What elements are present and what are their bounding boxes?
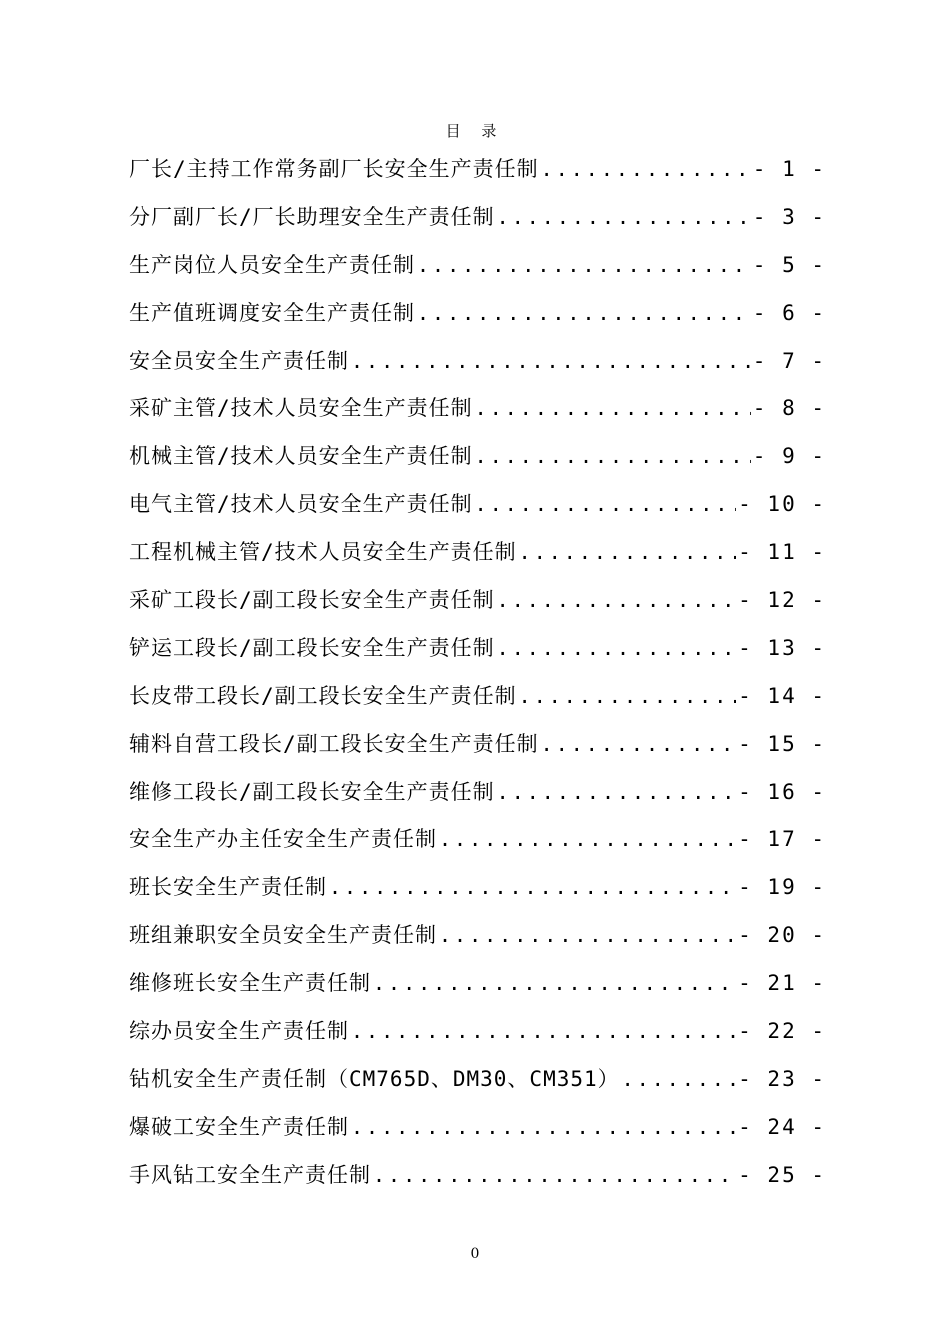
toc-entry[interactable] (129, 194, 826, 242)
toc-entry[interactable] (129, 146, 826, 194)
toc-entry[interactable] (129, 1056, 826, 1104)
toc-leader-dots (497, 625, 736, 673)
toc-entry-page: - 8 - (752, 396, 826, 421)
toc-entry-page: - 17 - (738, 827, 826, 852)
toc-entry-page: - 16 - (738, 779, 826, 804)
toc-entry-page: - 7 - (752, 348, 826, 373)
toc-leader-dots (373, 960, 736, 1008)
toc-entry-title: 维修班长安全生产责任制 (129, 971, 371, 996)
toc-entry-page: - 13 - (738, 635, 826, 660)
toc-entry-page: - 5 - (752, 252, 826, 277)
toc-entry-page: - 10 - (738, 492, 826, 517)
toc-leader-dots (519, 673, 736, 721)
toc-leader-dots (475, 433, 751, 481)
toc-entry[interactable] (129, 625, 826, 673)
toc-entry[interactable] (129, 912, 826, 960)
toc-entry-page: - 15 - (738, 731, 826, 756)
toc-entry-title: 生产岗位人员安全生产责任制 (129, 252, 415, 277)
toc-entry[interactable] (129, 673, 826, 721)
toc-entry[interactable] (129, 816, 826, 864)
toc-entry-title: 手风钻工安全生产责任制 (129, 1162, 371, 1187)
toc-leader-dots (497, 577, 736, 625)
toc-leader-dots (373, 1152, 736, 1200)
toc-entry-page: - 24 - (738, 1114, 826, 1139)
toc-leader-dots (541, 721, 736, 769)
toc-entry[interactable] (129, 960, 826, 1008)
toc-entry-title: 维修工段长/副工段长安全生产责任制 (129, 779, 495, 804)
toc-entry-page: - 25 - (738, 1162, 826, 1187)
toc-leader-dots (439, 816, 736, 864)
toc-entry-title: 钻机安全生产责任制（CM765D、DM30、CM351） (129, 1066, 620, 1091)
page-number: 0 (470, 1246, 480, 1262)
toc-leader-dots (351, 1104, 736, 1152)
toc-entry-title: 辅料自营工段长/副工段长安全生产责任制 (129, 731, 539, 756)
toc-entry-title: 安全生产办主任安全生产责任制 (129, 827, 437, 852)
toc-entry[interactable] (129, 864, 826, 912)
toc-entry-page: - 23 - (738, 1066, 826, 1091)
toc-entry-page: - 19 - (738, 875, 826, 900)
toc-entry-title: 采矿工段长/副工段长安全生产责任制 (129, 588, 495, 613)
toc-entry[interactable] (129, 433, 826, 481)
toc-entry-title: 厂长/主持工作常务副厂长安全生产责任制 (129, 157, 539, 181)
toc-entry-page: - 6 - (752, 300, 826, 325)
toc-entry[interactable] (129, 1008, 826, 1056)
toc-entry-title: 安全员安全生产责任制 (129, 348, 349, 373)
toc-leader-dots (351, 338, 751, 386)
toc-entry-title: 电气主管/技术人员安全生产责任制 (129, 492, 473, 517)
toc-leader-dots (497, 769, 736, 817)
toc-entry[interactable] (129, 721, 826, 769)
toc-leader-dots (497, 194, 751, 242)
table-of-contents (129, 146, 826, 1200)
toc-entry-title: 工程机械主管/技术人员安全生产责任制 (129, 540, 517, 565)
toc-entry[interactable] (129, 481, 826, 529)
toc-entry[interactable] (129, 338, 826, 386)
toc-leader-dots (351, 1008, 736, 1056)
toc-entry[interactable] (129, 529, 826, 577)
toc-entry-title: 综办员安全生产责任制 (129, 1019, 349, 1044)
toc-entry-page: - 14 - (738, 683, 826, 708)
toc-entry-page: - 11 - (738, 540, 826, 565)
toc-entry[interactable] (129, 242, 826, 290)
toc-entry-title: 长皮带工段长/副工段长安全生产责任制 (129, 683, 517, 708)
toc-entry[interactable] (129, 1104, 826, 1152)
toc-entry-page: - 3 - (752, 204, 826, 229)
toc-leader-dots (417, 242, 751, 290)
toc-entry-title: 爆破工安全生产责任制 (129, 1114, 349, 1139)
toc-leader-dots (475, 481, 736, 529)
toc-entry-page: - 20 - (738, 923, 826, 948)
toc-entry-title: 铲运工段长/副工段长安全生产责任制 (129, 635, 495, 660)
toc-entry-page: - 21 - (738, 971, 826, 996)
toc-leader-dots (519, 529, 736, 577)
toc-leader-dots (475, 385, 751, 433)
toc-entry[interactable] (129, 1152, 826, 1200)
toc-entry-title: 机械主管/技术人员安全生产责任制 (129, 444, 473, 469)
toc-entry[interactable] (129, 769, 826, 817)
toc-entry-title: 班组兼职安全员安全生产责任制 (129, 923, 437, 948)
toc-entry-title: 采矿主管/技术人员安全生产责任制 (129, 396, 473, 421)
toc-entry-page: - 12 - (738, 588, 826, 613)
toc-title: 目 录 (445, 122, 505, 140)
toc-leader-dots (541, 146, 751, 194)
toc-leader-dots (417, 290, 751, 338)
toc-entry-title: 分厂副厂长/厂长助理安全生产责任制 (129, 204, 495, 229)
toc-entry[interactable] (129, 290, 826, 338)
toc-entry-page: - 22 - (738, 1019, 826, 1044)
toc-leader-dots (439, 912, 736, 960)
toc-entry-page: - 9 - (752, 444, 826, 469)
toc-entry-page: - 1 - (752, 157, 826, 181)
toc-leader-dots (622, 1056, 736, 1104)
toc-entry[interactable] (129, 385, 826, 433)
toc-leader-dots (329, 864, 736, 912)
toc-entry-title: 生产值班调度安全生产责任制 (129, 300, 415, 325)
toc-entry[interactable] (129, 577, 826, 625)
toc-entry-title: 班长安全生产责任制 (129, 875, 327, 900)
